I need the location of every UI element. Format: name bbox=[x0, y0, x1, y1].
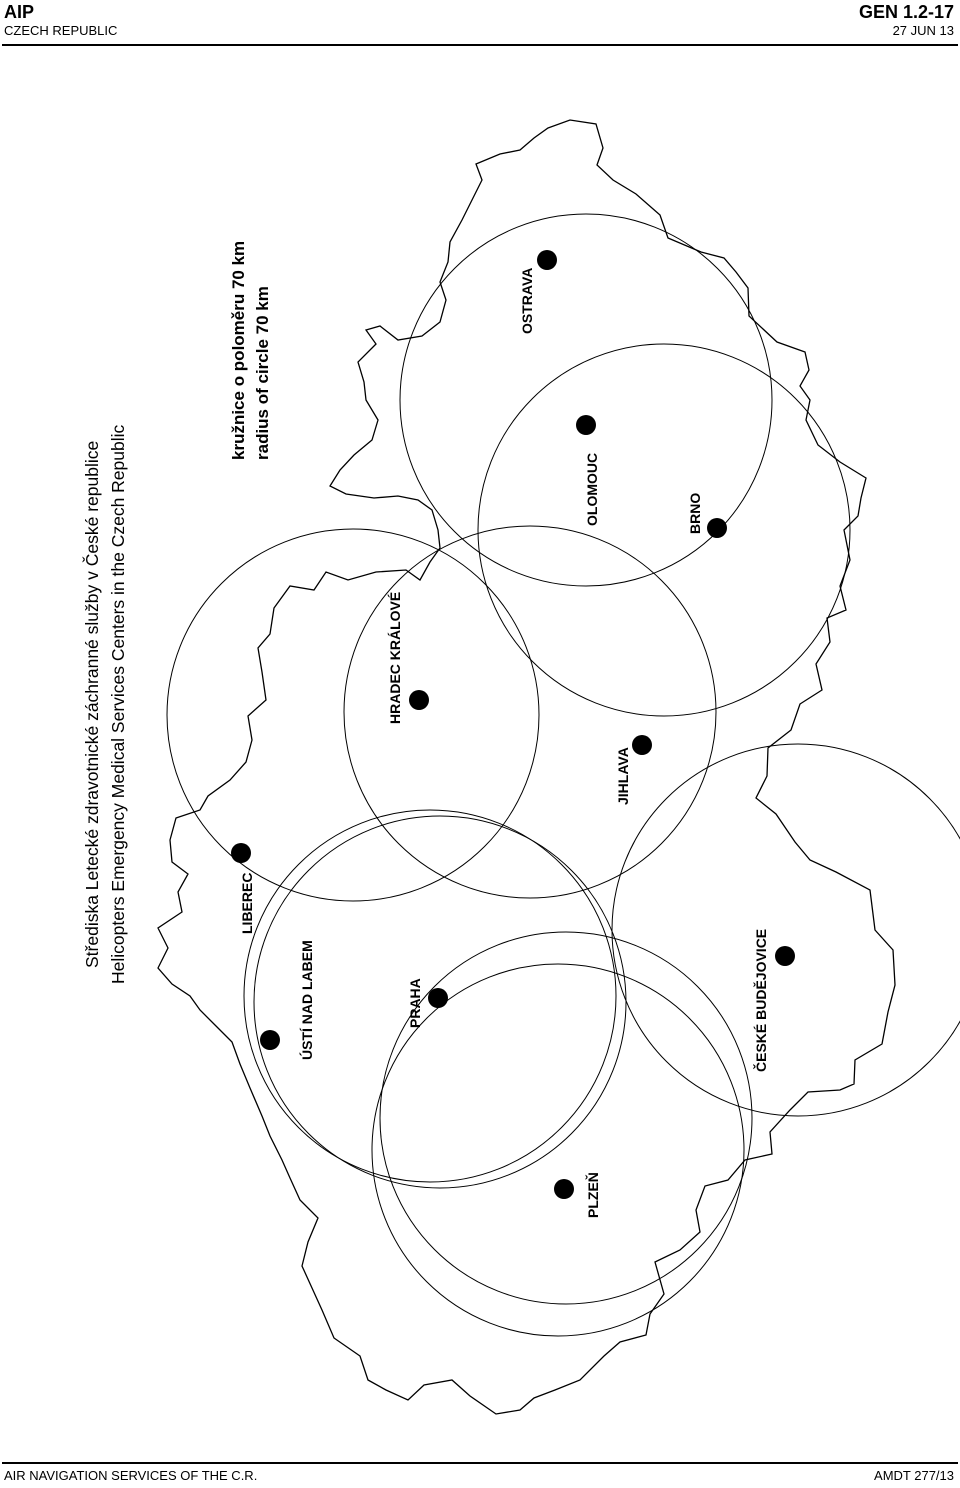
radius-circle-praha bbox=[380, 932, 752, 1304]
country-name: CZECH REPUBLIC bbox=[4, 23, 118, 38]
section-number: GEN 1.2-17 bbox=[858, 2, 954, 22]
center-label--st-nad-labem: ÚSTÍ NAD LABEM bbox=[299, 940, 315, 1060]
center-label-hradec-kr-lov-: HRADEC KRÁLOVÉ bbox=[387, 591, 403, 724]
center-marker-ostrava bbox=[537, 250, 557, 270]
center-label-jihlava: JIHLAVA bbox=[615, 747, 631, 805]
center-marker-brno bbox=[707, 518, 727, 538]
center-label-plze-: PLZEŇ bbox=[585, 1172, 601, 1218]
radius-circle-hradec-kr-lov- bbox=[167, 529, 539, 901]
legend-radius-en: radius of circle 70 km bbox=[253, 286, 272, 460]
publisher-name: AIR NAVIGATION SERVICES OF THE C.R. bbox=[4, 1468, 258, 1483]
map-title-cz: Střediska Letecké zdravotnické záchranné služby v České republice bbox=[82, 440, 102, 968]
center-marker--esk-bud-jovice bbox=[775, 946, 795, 966]
center-marker-plze- bbox=[554, 1179, 574, 1199]
radius-circle-plze- bbox=[372, 964, 744, 1336]
center-label-liberec: LIBEREC bbox=[239, 872, 255, 934]
center-marker-olomouc bbox=[576, 415, 596, 435]
map-title-en: Helicopters Emergency Medical Services Centers in the Czech Republic bbox=[108, 424, 128, 984]
center-label-olomouc: OLOMOUC bbox=[584, 452, 600, 526]
legend-radius-cz: kružnice o poloměru 70 km bbox=[229, 240, 248, 460]
radius-circle--esk-bud-jovice bbox=[612, 744, 960, 1116]
footer-rule bbox=[2, 1462, 958, 1464]
center-marker-liberec bbox=[231, 843, 251, 863]
effective-date: 27 JUN 13 bbox=[892, 23, 954, 38]
radius-circle-olomouc bbox=[478, 344, 850, 716]
amendment-number: AMDT 277/13 bbox=[874, 1468, 954, 1483]
center-label-praha: PRAHA bbox=[407, 978, 423, 1028]
center-label--esk-bud-jovice: ČESKÉ BUDĚJOVICE bbox=[753, 928, 769, 1072]
centers-layer bbox=[231, 250, 795, 1218]
center-marker-jihlava bbox=[632, 735, 652, 755]
center-marker--st-nad-labem bbox=[260, 1030, 280, 1050]
center-label-ostrava: OSTRAVA bbox=[519, 267, 535, 334]
center-marker-praha bbox=[428, 988, 448, 1008]
center-marker-hradec-kr-lov- bbox=[409, 690, 429, 710]
document-code: AIP bbox=[4, 2, 35, 22]
center-label-brno: BRNO bbox=[687, 492, 703, 534]
